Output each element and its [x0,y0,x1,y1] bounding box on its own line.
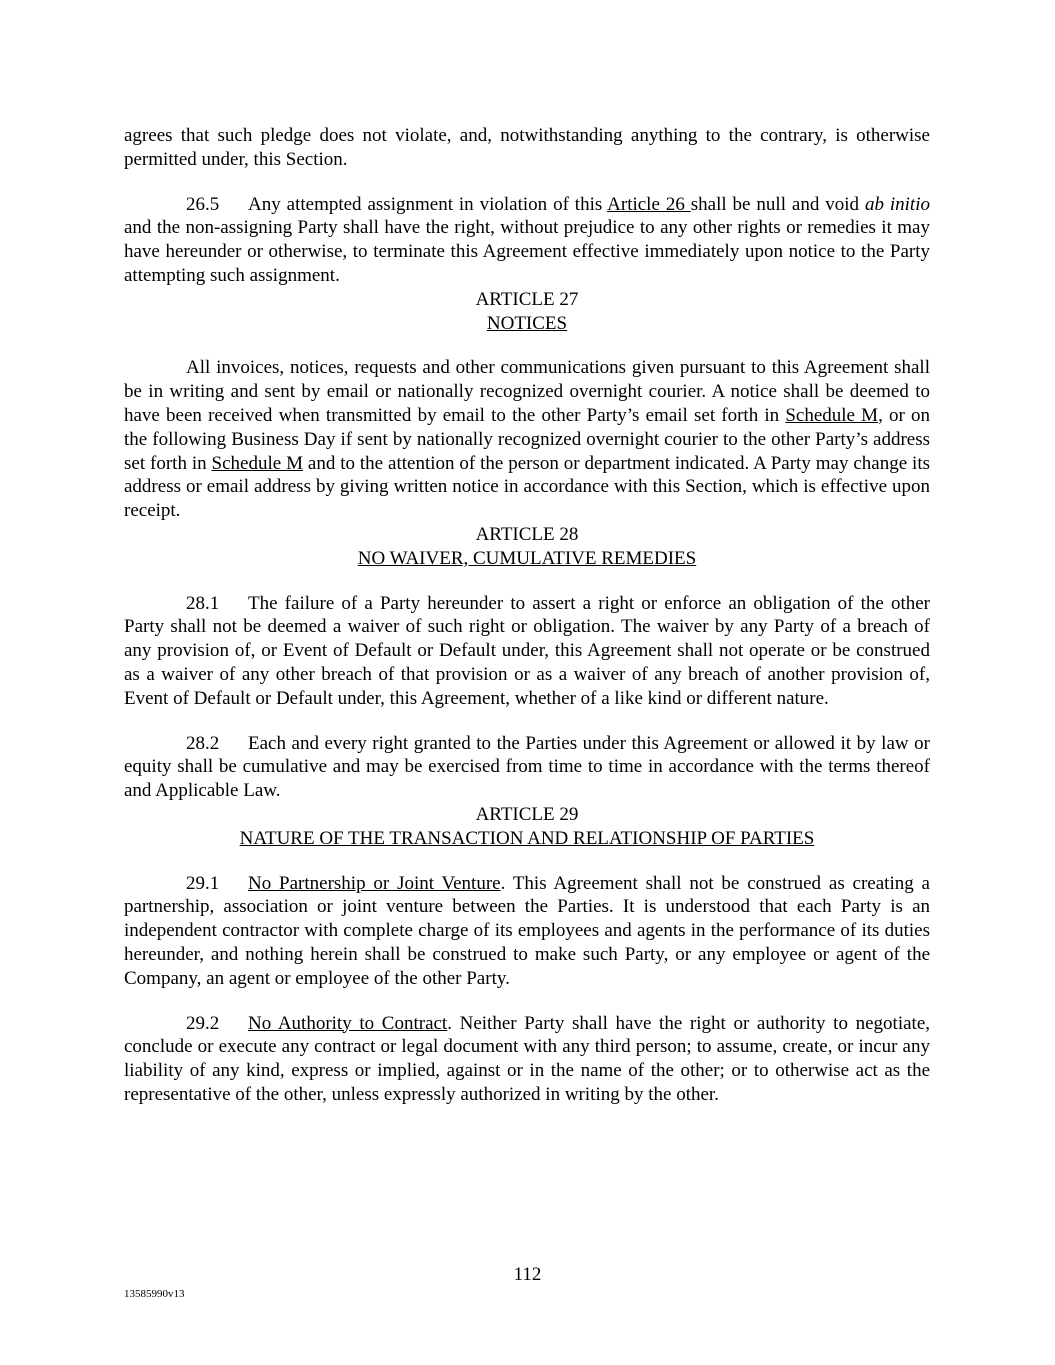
article-29-number: ARTICLE 29 [475,803,579,825]
section-text: Any attempted assignment in violation of this [248,193,608,215]
section-text: . Neither Party shall have the right or authority to negotiate, conclude or execute any contract or legal document with any third person; to assume, create, or incur any liability of any kind, express or implied, against or in the name of the other; or to otherwise act as the representative of the other, unless expressly authorized in writing by the other. [124,1012,930,1105]
section-number: 28.1 [186,592,220,614]
article-28-number: ARTICLE 28 [475,523,579,545]
article-28-title-text: NO WAIVER, CUMULATIVE REMEDIES [357,547,697,569]
notice-text: , or on the following Business Day if sent by nationally recognized overnight courier to the other Party’s address set forth in [124,404,930,474]
article-27-title [124,312,930,336]
section-heading: No Authority to Contract [248,1012,448,1034]
section-28-2 [124,732,930,803]
section-text: . This Agreement shall not be construed as creating a partnership, association or joint venture between the Parties. It is understood that each Party is an independent contractor with complete charge of its employees and agents in the performance of its duties hereunder, and nothing herein shall be construed to make such Party, or any employee or agent of the Company, an agent or employee of the other Party. [124,872,930,989]
section-number: 29.2 [186,1012,220,1034]
article-29-title-text: NATURE OF THE TRANSACTION AND RELATIONSHIP OF PARTIES [239,827,815,849]
article-28-title [124,547,930,571]
section-text: Each and every right granted to the Parties under this Agreement or allowed it by law or equity shall be cumulative and may be exercised from time to time in accordance with the terms thereof and Applicable Law. [124,732,930,802]
schedule-m-reference: Schedule M [785,404,879,426]
section-29-2 [124,1012,930,1107]
notice-text: All invoices, notices, requests and other communications given pursuant to this Agreement shall be in writing and sent by email or nationally recognized overnight courier. A notice shall be deemed to have been received when transmitted by email to the other Party’s email set forth in [124,357,930,426]
notice-text: and to the attention of the person or department indicated. A Party may change its address or email address by giving written notice in accordance with this Section, which is effective upon receipt. [124,452,930,522]
article-26-reference: Article 26 [607,193,691,215]
page-number: 112 [513,1264,542,1285]
section-29-1 [124,872,930,991]
section-number: 28.2 [186,732,220,754]
section-text: and the non-assigning Party shall have the right, without prejudice to any other rights or remedies it may have hereunder or otherwise, to terminate this Agreement effective immediately upon notice to the Party attempting such assignment. [124,217,930,286]
section-number: 29.1 [186,872,220,894]
section-heading: No Partnership or Joint Venture [248,872,501,894]
section-number: 26.5 [186,193,220,215]
section-28-1 [124,592,930,711]
article-27-number: ARTICLE 27 [475,288,579,310]
article-27-title-text: NOTICES [486,312,568,334]
section-text: The failure of a Party hereunder to assert a right or enforce an obligation of the other Party shall not be deemed a waiver of such right or obligation. The waiver by any Party of a breach of any provision of, or Event of Default or Default under, this Agreement shall not operate or be construed as a waiver of any other breach of that provision or as a waiver of any breach of another provision of, Event of Default or Default under, this Agreement, whether of a like kind or different nature. [124,592,930,709]
article-29-title [124,827,930,851]
document-page [124,124,930,1107]
section-26-5 [124,193,930,288]
article-27-body [124,356,930,523]
section-text: shall be null and void [690,193,865,215]
continuation-paragraph: agrees that such pledge does not violate, and, notwithstanding anything to the contrary, is otherwise permitted under, this Section. [124,125,930,170]
ab-initio-term: ab initio [864,193,930,215]
document-id: 13585990v13 [124,1288,185,1300]
schedule-m-reference: Schedule M [211,452,303,474]
